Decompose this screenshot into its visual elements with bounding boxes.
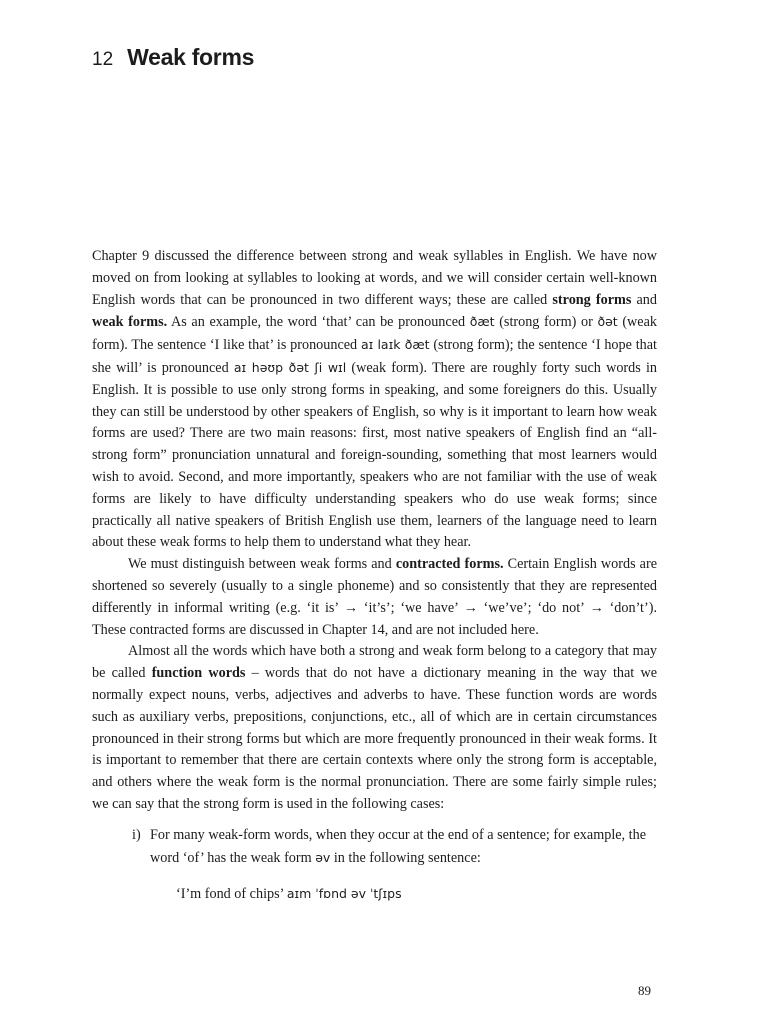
ipa-transcription: əv	[315, 849, 331, 865]
text-run: Almost all the words which have both a strong and weak form belong to a category that may be called	[92, 643, 657, 682]
text-run: (strong form) or	[494, 314, 598, 331]
body-text	[92, 246, 657, 906]
paragraph-intro	[92, 246, 657, 554]
text-run: Certain English words are shortened so severely (usually to a single phoneme) and so consistently that they are represented differently in informal writing (e.g. ‘it is’ → ‘it’s’; ‘we have’ → ‘we’ve’; ‘do not’ → ‘don’t’). These contracted forms are discussed in Chapter 14, and are not included here.	[92, 556, 657, 638]
text-run: Chapter 9 discussed the difference between strong and weak syllables in English. We have now moved on from looking at syllables to looking at words, and we will consider certain well-known English words that can be pronounced in two different ways; these are called	[92, 248, 657, 308]
term-contracted-forms: contracted forms.	[395, 556, 504, 573]
chapter-title: Weak forms	[127, 44, 255, 70]
term-strong-forms: strong forms	[552, 291, 632, 308]
ipa-transcription: ðət	[597, 314, 618, 330]
rule-list	[92, 825, 657, 870]
ipa-transcription: aɪ laɪk ðæt	[360, 337, 430, 353]
rule-marker: i)	[132, 826, 141, 843]
text-run: (weak form). There are roughly forty such words in English. It is possible to use only strong forms in speaking, and some foreigners do this. Usually they can still be understood by other speakers of English, so why is it important to learn how weak forms are used? There are two main reasons: first, most native speakers of English find an “all-strong form” pronunciation unnatural and foreign-sounding, something that most learners would wish to avoid. Second, and more importantly, speakers who are not familiar with the use of weak forms are likely to have difficulty understanding speakers who do use weak forms; since practically all native speakers of British English use them, learners of the language need to learn about these weak forms to help them to understand what they hear.	[92, 359, 657, 551]
example-text: ‘I’m fond of chips’	[176, 886, 287, 903]
example-sentence	[176, 883, 657, 906]
chapter-number: 12	[92, 49, 114, 70]
ipa-transcription: aɪ həʊp ðət ʃi wɪl	[233, 359, 347, 375]
text-run: For many weak-form words, when they occur at the end of a sentence; for example, the word ‘of’ has the weak form	[150, 826, 646, 866]
text-run: in the following sentence:	[330, 849, 481, 866]
paragraph-contracted-forms	[92, 554, 657, 641]
text-run: (weak form). The sentence ‘I like that’ is pronounced	[92, 314, 657, 354]
ipa-transcription: ðæt	[469, 314, 495, 330]
rule-item	[92, 825, 657, 870]
text-run: and	[631, 291, 657, 308]
page-number: 89	[638, 983, 651, 998]
paragraph-function-words	[92, 641, 657, 815]
chapter-heading	[92, 44, 254, 71]
text-run: We must distinguish between weak forms and	[128, 556, 396, 573]
text-run: – words that do not have a dictionary meaning in the way that we normally expect nouns, verbs, adjectives and adverbs to have. These function words are words such as auxiliary verbs, prepositions, conjunctions, etc., all of which are in certain circumstances pronounced in their strong forms but which are more frequently pronounced in their weak forms. It is important to remember that there are certain contexts where only the strong form is acceptable, and others where the weak form is the normal pronunciation. There are some fairly simple rules; we can say that the strong form is used in the following cases:	[92, 665, 657, 812]
term-weak-forms: weak forms.	[92, 314, 168, 331]
ipa-transcription: aɪm ˈfɒnd əv ˈtʃɪps	[286, 886, 402, 902]
text-run: As an example, the word ‘that’ can be pronounced	[167, 314, 470, 331]
term-function-words: function words	[151, 665, 246, 682]
text-run: (strong form); the sentence ‘I hope that she will’ is pronounced	[92, 337, 657, 376]
